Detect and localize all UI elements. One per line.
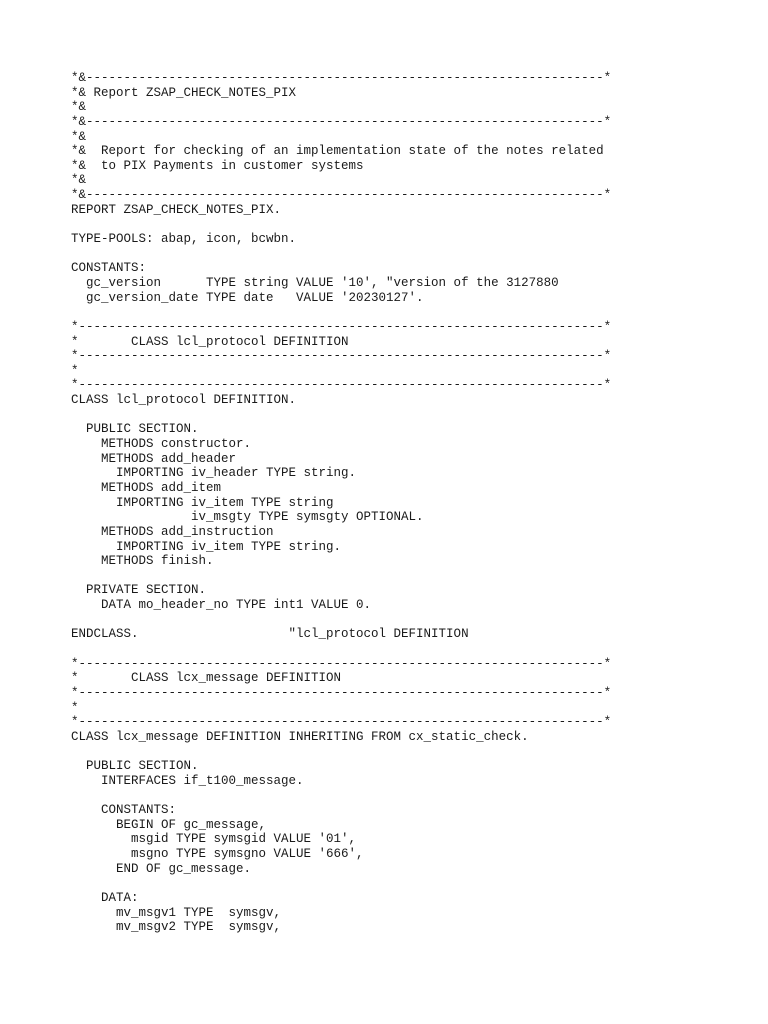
code-line: *----------------------------------------------------------------------* [71,349,612,364]
code-line: msgno TYPE symsgno VALUE '666', [71,846,364,861]
code-line: gc_version TYPE string VALUE '10', "version of the 3127880 [71,275,559,290]
code-line: * [71,363,79,378]
code-line [71,788,611,803]
code-line: mv_msgv1 TYPE symsgv, [71,905,282,920]
code-line: * CLASS lcx_message DEFINITION [71,671,342,686]
code-line: *& [71,173,87,188]
code-line: CLASS lcx_message DEFINITION INHERITING FROM cx_static_check. [71,729,529,744]
code-line: IMPORTING iv_item TYPE string [71,495,334,510]
code-line: INTERFACES if_t100_message. [71,773,304,788]
code-line: METHODS add_item [71,480,222,495]
code-line [71,642,611,657]
code-line: * CLASS lcl_protocol DEFINITION [71,334,349,349]
code-line: PUBLIC SECTION. [71,759,199,774]
code-line: DATA mo_header_no TYPE int1 VALUE 0. [71,598,372,613]
code-line: END OF gc_message. [71,861,252,876]
code-line: CONSTANTS: [71,261,147,276]
source-code-listing [71,71,611,935]
code-line: *----------------------------------------------------------------------* [71,715,612,730]
code-line: *& [71,129,87,144]
code-line: METHODS add_instruction [71,524,274,539]
code-line: iv_msgty TYPE symsgty OPTIONAL. [71,510,424,525]
code-line [71,217,611,232]
code-line: REPORT ZSAP_CHECK_NOTES_PIX. [71,202,282,217]
code-line [71,247,611,262]
code-line: *& [71,100,87,115]
code-line [71,613,611,628]
code-line: METHODS finish. [71,554,214,569]
code-line: *&---------------------------------------------------------------------* [71,71,612,85]
code-line [71,876,611,891]
code-line: *----------------------------------------------------------------------* [71,656,612,671]
code-line: *&---------------------------------------------------------------------* [71,114,612,129]
code-line: METHODS constructor. [71,437,252,452]
code-line [71,305,611,320]
code-line: CLASS lcl_protocol DEFINITION. [71,393,297,408]
code-line: METHODS add_header [71,451,237,466]
code-line: *----------------------------------------------------------------------* [71,378,612,393]
code-line: DATA: [71,890,139,905]
code-line: CONSTANTS: [71,803,177,818]
code-line: PUBLIC SECTION. [71,422,199,437]
code-line: msgid TYPE symsgid VALUE '01', [71,832,357,847]
code-line: *& to PIX Payments in customer systems [71,158,364,173]
code-line: *&---------------------------------------------------------------------* [71,188,612,203]
code-line: *----------------------------------------------------------------------* [71,319,612,334]
code-line: BEGIN OF gc_message, [71,817,267,832]
code-line [71,408,611,423]
code-line: *& Report for checking of an implementation state of the notes related [71,144,604,159]
code-line [71,569,611,584]
code-line: *----------------------------------------------------------------------* [71,685,612,700]
code-line: IMPORTING iv_header TYPE string. [71,466,357,481]
code-line: IMPORTING iv_item TYPE string. [71,539,342,554]
code-line [71,744,611,759]
code-line: TYPE-POOLS: abap, icon, bcwbn. [71,232,297,247]
code-line: PRIVATE SECTION. [71,583,207,598]
code-line: * [71,700,79,715]
code-line: *& Report ZSAP_CHECK_NOTES_PIX [71,85,297,100]
code-line: gc_version_date TYPE date VALUE '20230127'. [71,290,424,305]
code-line: ENDCLASS. "lcl_protocol DEFINITION [71,627,469,642]
code-line: mv_msgv2 TYPE symsgv, [71,920,282,935]
